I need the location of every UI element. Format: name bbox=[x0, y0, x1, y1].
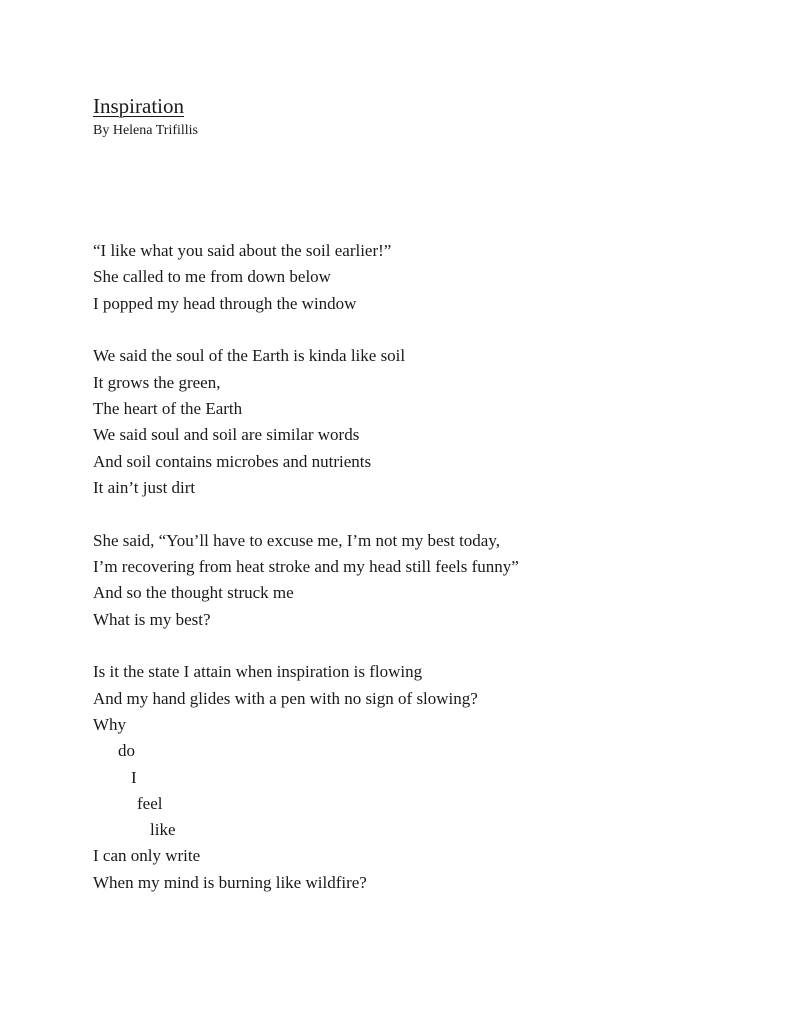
poem-line-i: I bbox=[131, 767, 137, 787]
poem-line-why: Why bbox=[93, 714, 127, 734]
poem-line: I can only write bbox=[93, 846, 201, 866]
poem-line: When my mind is burning like wildfire? bbox=[93, 872, 367, 892]
poem-line: And my hand glides with a pen with no sign of slowing? bbox=[93, 688, 478, 708]
poem-line: I popped my head through the window bbox=[93, 293, 357, 313]
poem-line: “I like what you said about the soil earlier!” bbox=[93, 241, 392, 260]
poem-byline: By Helena Trifillis bbox=[93, 123, 199, 138]
poem-title: Inspiration bbox=[93, 94, 184, 118]
poem-line: She said, “You’ll have to excuse me, I’m not my best today, bbox=[93, 530, 500, 550]
stanza-1 bbox=[93, 238, 743, 317]
poem-line: What is my best? bbox=[93, 609, 211, 629]
stanza-4 bbox=[93, 659, 743, 896]
stanza-2 bbox=[93, 343, 743, 501]
poem-line: We said the soul of the Earth is kinda like soil bbox=[93, 346, 406, 366]
poem-line: Is it the state I attain when inspiration is flowing bbox=[93, 662, 423, 682]
poem-line: She called to me from down below bbox=[93, 267, 331, 287]
stanza-3 bbox=[93, 528, 743, 633]
poem-line: We said soul and soil are similar words bbox=[93, 425, 360, 445]
poem-body bbox=[93, 238, 743, 923]
poem-line-feel: feel bbox=[137, 793, 163, 813]
poem-line: The heart of the Earth bbox=[93, 398, 243, 418]
poem-line-like: like bbox=[150, 820, 176, 840]
poem-line: And so the thought struck me bbox=[93, 583, 294, 603]
poem-line-do: do bbox=[118, 741, 135, 761]
poem-line: It grows the green, bbox=[93, 372, 221, 392]
poem-line: It ain’t just dirt bbox=[93, 477, 196, 497]
poem-line: And soil contains microbes and nutrients bbox=[93, 451, 372, 471]
poem-line: I’m recovering from heat stroke and my head still feels funny” bbox=[93, 556, 519, 576]
